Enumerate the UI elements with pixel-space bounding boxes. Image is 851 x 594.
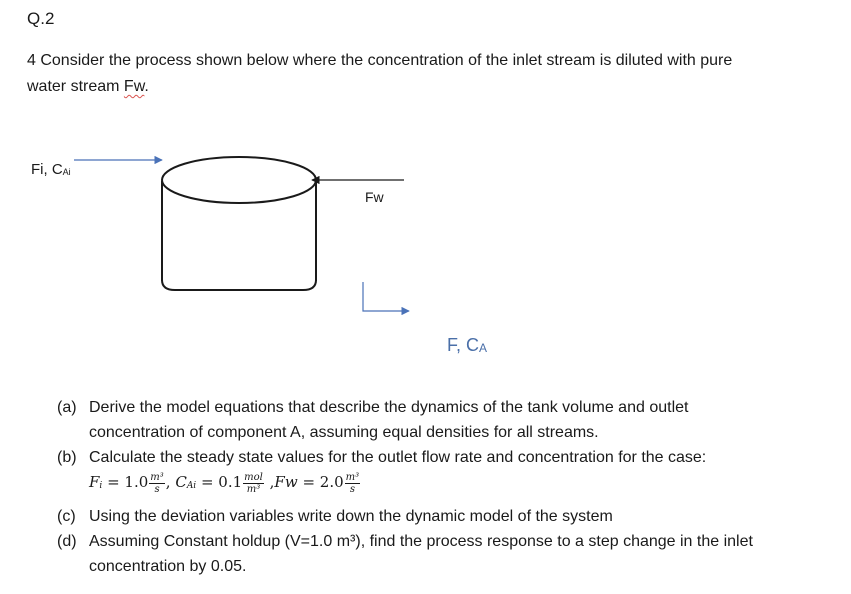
eq-cai-value: = 0.1	[196, 473, 243, 491]
inlet-label-sub: Ai	[62, 167, 71, 177]
part-a-line-2: concentration of component A, assuming equal densities for all streams.	[89, 424, 599, 441]
eq-fi-unit	[149, 472, 165, 495]
outlet-label-text: F, C	[447, 335, 480, 355]
fw-word: Fw	[123, 78, 145, 95]
outlet-stream-arrow	[363, 282, 409, 311]
intro-line-1: 4 Consider the process shown below where the concentration of the inlet stream is diluted with pure	[27, 52, 733, 69]
eq-fw-unit-den: s	[349, 483, 355, 495]
part-c	[57, 504, 753, 529]
part-d-line-1: Assuming Constant holdup (V=1.0 m³), find the process response to a step change in the inlet	[89, 533, 753, 550]
eq-fi: F	[89, 473, 100, 491]
eq-cai-unit-num: mol	[244, 471, 263, 483]
outlet-label	[447, 335, 487, 356]
eq-fw-unit-num: m³	[345, 471, 360, 483]
part-b	[57, 445, 753, 470]
part-a	[57, 395, 753, 445]
eq-fw: Fw	[274, 473, 298, 491]
eq-fw-value: = 2.0	[297, 473, 344, 491]
eq-sep-2: ,	[264, 473, 275, 491]
water-label: Fw	[365, 189, 384, 205]
part-d-line-2: concentration by 0.05.	[89, 558, 247, 575]
eq-fw-unit	[345, 472, 361, 495]
steady-state-equation	[57, 470, 753, 504]
eq-fi-unit-den: s	[154, 483, 160, 495]
intro-line-2-prefix: water stream	[27, 78, 124, 95]
eq-cai-unit	[243, 472, 264, 495]
part-b-line-1: Calculate the steady state values for the outlet flow rate and concentration for the case:	[89, 449, 707, 466]
part-a-line-1: Derive the model equations that describe the dynamics of the tank volume and outlet	[89, 399, 689, 416]
intro-line-2-suffix: .	[144, 78, 149, 95]
question-number: Q.2	[27, 9, 55, 28]
part-d	[57, 529, 753, 579]
tank	[162, 157, 316, 290]
part-d-tag: (d)	[57, 533, 77, 550]
inlet-label-text: Fi, C	[31, 161, 63, 178]
eq-fi-value: = 1.0	[102, 473, 149, 491]
question-parts	[57, 395, 753, 579]
eq-cai-unit-den: m³	[246, 483, 261, 495]
eq-sep-1: ,	[165, 473, 176, 491]
part-c-tag: (c)	[57, 508, 76, 525]
tank-top	[162, 157, 316, 203]
eq-fi-sub: i	[99, 481, 103, 491]
part-b-tag: (b)	[57, 449, 77, 466]
inlet-label	[31, 161, 71, 178]
eq-cai-sub: Ai	[186, 481, 197, 491]
eq-fi-unit-num: m³	[150, 471, 164, 483]
part-c-line-1: Using the deviation variables write down the dynamic model of the system	[89, 508, 613, 525]
outlet-label-sub: A	[479, 341, 488, 355]
part-a-tag: (a)	[57, 399, 77, 416]
tank-bottom	[162, 280, 316, 290]
eq-cai: C	[175, 473, 187, 491]
